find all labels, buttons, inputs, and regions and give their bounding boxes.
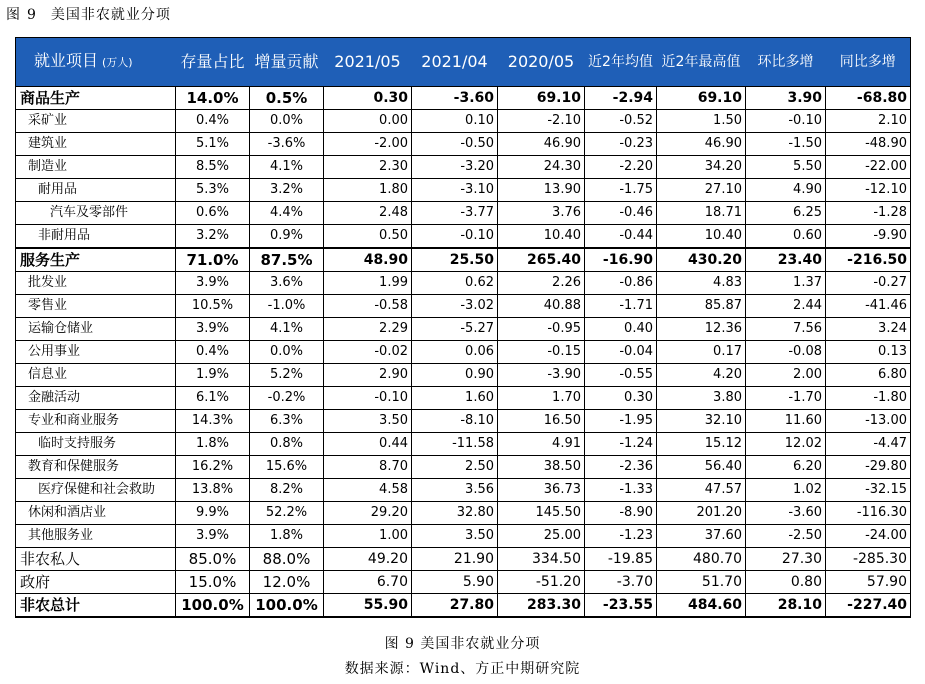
table-cell: -0.86 (585, 272, 657, 295)
table-cell: -1.80 (826, 387, 911, 410)
table-cell: 27.10 (657, 179, 746, 202)
table-cell: 0.0% (250, 110, 324, 133)
data-source: 数据来源：Wind、方正中期研究院 (344, 661, 581, 677)
table-cell: 0.0% (250, 341, 324, 364)
table-row (16, 525, 911, 548)
table-cell: -0.02 (324, 341, 412, 364)
table-cell: 0.06 (412, 341, 498, 364)
table-row (16, 110, 911, 133)
table-cell: -0.50 (412, 133, 498, 156)
table-cell: 15.12 (657, 433, 746, 456)
table-cell: 47.57 (657, 479, 746, 502)
table-row (16, 479, 911, 502)
table-cell: 1.8% (250, 525, 324, 548)
row-label: 运输仓储业 (16, 318, 176, 341)
table-cell: 27.30 (746, 548, 826, 571)
table-cell: 3.9% (176, 318, 250, 341)
table-cell: 3.90 (746, 87, 826, 110)
table-cell: 5.3% (176, 179, 250, 202)
table-cell: 0.80 (746, 571, 826, 594)
table-cell: -9.90 (826, 225, 911, 249)
table-cell: 8.2% (250, 479, 324, 502)
table-cell: -3.70 (585, 571, 657, 594)
table-cell: -2.00 (324, 133, 412, 156)
table-cell: 1.80 (324, 179, 412, 202)
table-cell: -23.55 (585, 594, 657, 618)
table-cell: 4.1% (250, 156, 324, 179)
table-cell: 0.40 (585, 318, 657, 341)
table-cell: -1.33 (585, 479, 657, 502)
header-row (16, 38, 911, 87)
table-cell: -3.60 (412, 87, 498, 110)
table-cell: -1.75 (585, 179, 657, 202)
figure-caption: 图 9 美国非农就业分项 (384, 636, 541, 652)
table-cell: 201.20 (657, 502, 746, 525)
table-cell: 14.0% (176, 87, 250, 110)
table-cell: -0.44 (585, 225, 657, 249)
table-cell: 2.50 (412, 456, 498, 479)
table-cell: 40.88 (498, 295, 585, 318)
table-row (16, 594, 911, 618)
table-cell: 4.20 (657, 364, 746, 387)
table-cell: 5.90 (412, 571, 498, 594)
table-cell: -227.40 (826, 594, 911, 618)
table-cell: -3.10 (412, 179, 498, 202)
table-cell: 0.60 (746, 225, 826, 249)
figure-number: 9 (27, 7, 37, 23)
table-cell: -3.6% (250, 133, 324, 156)
table-cell: 10.40 (657, 225, 746, 249)
row-label: 批发业 (16, 272, 176, 295)
table-cell: 1.8% (176, 433, 250, 456)
table-cell: 69.10 (498, 87, 585, 110)
table-cell: 8.5% (176, 156, 250, 179)
table-cell: 3.50 (324, 410, 412, 433)
table-row (16, 410, 911, 433)
figure-heading (6, 4, 171, 24)
table-cell: 3.2% (250, 179, 324, 202)
table-cell: 100.0% (176, 594, 250, 618)
table-cell: 283.30 (498, 594, 585, 618)
row-label: 汽车及零部件 (16, 202, 176, 225)
table-cell: 10.40 (498, 225, 585, 249)
table-cell: 6.25 (746, 202, 826, 225)
table-cell: 36.73 (498, 479, 585, 502)
table-cell: 1.60 (412, 387, 498, 410)
row-label: 商品生产 (16, 87, 176, 110)
table-cell: 37.60 (657, 525, 746, 548)
figure-label: 图 (6, 7, 21, 23)
header-stock-share: 存量占比 (176, 38, 250, 87)
table-cell: -0.46 (585, 202, 657, 225)
table-cell: 13.8% (176, 479, 250, 502)
table-cell: 5.2% (250, 364, 324, 387)
table-cell: -3.20 (412, 156, 498, 179)
table-cell: -0.23 (585, 133, 657, 156)
table-cell: 145.50 (498, 502, 585, 525)
table-cell: 1.00 (324, 525, 412, 548)
table-cell: 5.1% (176, 133, 250, 156)
table-cell: -1.24 (585, 433, 657, 456)
table-cell: -11.58 (412, 433, 498, 456)
table-cell: 0.62 (412, 272, 498, 295)
table-cell: -19.85 (585, 548, 657, 571)
table-cell: 0.30 (585, 387, 657, 410)
table-row (16, 202, 911, 225)
table-cell: -0.15 (498, 341, 585, 364)
table-cell: 1.99 (324, 272, 412, 295)
row-label: 采矿业 (16, 110, 176, 133)
table-cell: 57.90 (826, 571, 911, 594)
table-cell: 0.6% (176, 202, 250, 225)
header-max-2y: 近2年最高值 (657, 38, 746, 87)
header-2021-04: 2021/04 (412, 38, 498, 87)
table-cell: 0.17 (657, 341, 746, 364)
table-cell: 0.00 (324, 110, 412, 133)
table-cell: -2.20 (585, 156, 657, 179)
table-cell: 2.10 (826, 110, 911, 133)
table-cell: 29.20 (324, 502, 412, 525)
employment-table (15, 37, 911, 618)
table-row (16, 156, 911, 179)
table-cell: 6.3% (250, 410, 324, 433)
table-cell: 88.0% (250, 548, 324, 571)
table-cell: 71.0% (176, 248, 250, 272)
table-cell: -1.70 (746, 387, 826, 410)
table-cell: -0.08 (746, 341, 826, 364)
table-cell: 9.9% (176, 502, 250, 525)
table-cell: 4.83 (657, 272, 746, 295)
table-cell: 52.2% (250, 502, 324, 525)
table-cell: 14.3% (176, 410, 250, 433)
table-cell: 5.50 (746, 156, 826, 179)
table-cell: -3.90 (498, 364, 585, 387)
table-row (16, 571, 911, 594)
table-cell: -68.80 (826, 87, 911, 110)
table-cell: 23.40 (746, 248, 826, 272)
table-cell: 334.50 (498, 548, 585, 571)
table-cell: -285.30 (826, 548, 911, 571)
row-label: 非农总计 (16, 594, 176, 618)
table-cell: 51.70 (657, 571, 746, 594)
table-cell: 100.0% (250, 594, 324, 618)
table-cell: 15.0% (176, 571, 250, 594)
table-cell: -2.36 (585, 456, 657, 479)
table-cell: 34.20 (657, 156, 746, 179)
table-cell: 3.24 (826, 318, 911, 341)
table-cell: 0.90 (412, 364, 498, 387)
row-label: 政府 (16, 571, 176, 594)
table-cell: -13.00 (826, 410, 911, 433)
header-mom: 环比多增 (746, 38, 826, 87)
row-label: 信息业 (16, 364, 176, 387)
table-cell: -3.02 (412, 295, 498, 318)
row-label: 非农私人 (16, 548, 176, 571)
table-cell: 2.29 (324, 318, 412, 341)
table-cell: 484.60 (657, 594, 746, 618)
table-cell: 15.6% (250, 456, 324, 479)
table-row (16, 456, 911, 479)
table-cell: 0.50 (324, 225, 412, 249)
row-label: 休闲和酒店业 (16, 502, 176, 525)
table-cell: 0.30 (324, 87, 412, 110)
table-cell: 2.00 (746, 364, 826, 387)
row-label: 临时支持服务 (16, 433, 176, 456)
table-cell: 0.4% (176, 341, 250, 364)
table-cell: 46.90 (657, 133, 746, 156)
table-cell: 6.80 (826, 364, 911, 387)
table-cell: 12.0% (250, 571, 324, 594)
table-cell: 16.2% (176, 456, 250, 479)
table-cell: 48.90 (324, 248, 412, 272)
table-cell: 3.9% (176, 272, 250, 295)
header-unit: (万人) (102, 56, 133, 69)
table-row (16, 548, 911, 571)
table-cell: -8.10 (412, 410, 498, 433)
table-cell: 3.50 (412, 525, 498, 548)
row-label: 非耐用品 (16, 225, 176, 249)
table-cell: 1.50 (657, 110, 746, 133)
table-cell: -8.90 (585, 502, 657, 525)
figure-title: 美国非农就业分项 (50, 7, 171, 23)
table-cell: -1.71 (585, 295, 657, 318)
row-label: 专业和商业服务 (16, 410, 176, 433)
table-cell: 4.4% (250, 202, 324, 225)
table-cell: 13.90 (498, 179, 585, 202)
table-cell: -2.10 (498, 110, 585, 133)
row-label: 公用事业 (16, 341, 176, 364)
table-cell: -4.47 (826, 433, 911, 456)
table-cell: 49.20 (324, 548, 412, 571)
table-cell: 6.20 (746, 456, 826, 479)
table-cell: -51.20 (498, 571, 585, 594)
table-row (16, 272, 911, 295)
table-cell: -0.95 (498, 318, 585, 341)
table-cell: 32.80 (412, 502, 498, 525)
table-cell: 25.50 (412, 248, 498, 272)
table-cell: -116.30 (826, 502, 911, 525)
row-label: 教育和保健服务 (16, 456, 176, 479)
row-label: 其他服务业 (16, 525, 176, 548)
table-cell: 0.44 (324, 433, 412, 456)
table-cell: -3.77 (412, 202, 498, 225)
header-2021-05: 2021/05 (324, 38, 412, 87)
table-cell: 32.10 (657, 410, 746, 433)
table-cell: 3.2% (176, 225, 250, 249)
table-row (16, 387, 911, 410)
table-cell: 27.80 (412, 594, 498, 618)
table-cell: 2.48 (324, 202, 412, 225)
table-cell: 430.20 (657, 248, 746, 272)
table-cell: 480.70 (657, 548, 746, 571)
table-cell: -1.95 (585, 410, 657, 433)
row-label: 金融活动 (16, 387, 176, 410)
table-cell: 2.26 (498, 272, 585, 295)
table-cell: 7.56 (746, 318, 826, 341)
header-2020-05: 2020/05 (498, 38, 585, 87)
table-cell: 0.9% (250, 225, 324, 249)
table-cell: -48.90 (826, 133, 911, 156)
table-cell: -2.50 (746, 525, 826, 548)
table-cell: 265.40 (498, 248, 585, 272)
table-cell: -0.04 (585, 341, 657, 364)
table-cell: 38.50 (498, 456, 585, 479)
table-cell: 69.10 (657, 87, 746, 110)
table-cell: 8.70 (324, 456, 412, 479)
table-row (16, 341, 911, 364)
table-cell: -2.94 (585, 87, 657, 110)
header-increment-contrib: 增量贡献 (250, 38, 324, 87)
table-cell: 0.5% (250, 87, 324, 110)
table-cell: 2.30 (324, 156, 412, 179)
table-cell: 1.02 (746, 479, 826, 502)
table-cell: 12.02 (746, 433, 826, 456)
table-row (16, 179, 911, 202)
table-row (16, 225, 911, 249)
table-cell: -12.10 (826, 179, 911, 202)
header-yoy: 同比多增 (826, 38, 911, 87)
table-cell: -1.50 (746, 133, 826, 156)
table-cell: 11.60 (746, 410, 826, 433)
table-cell: 6.1% (176, 387, 250, 410)
row-label: 零售业 (16, 295, 176, 318)
table-cell: 6.70 (324, 571, 412, 594)
table-cell: 3.56 (412, 479, 498, 502)
table-row (16, 502, 911, 525)
table-cell: 3.76 (498, 202, 585, 225)
table-cell: 3.80 (657, 387, 746, 410)
table-cell: 85.0% (176, 548, 250, 571)
table-cell: -16.90 (585, 248, 657, 272)
row-label: 耐用品 (16, 179, 176, 202)
table-cell: 21.90 (412, 548, 498, 571)
table-cell: -0.2% (250, 387, 324, 410)
table-cell: -5.27 (412, 318, 498, 341)
table-cell: 12.36 (657, 318, 746, 341)
table-cell: 3.6% (250, 272, 324, 295)
table-cell: -0.10 (746, 110, 826, 133)
table-cell: 0.13 (826, 341, 911, 364)
table-cell: 2.90 (324, 364, 412, 387)
table-cell: 87.5% (250, 248, 324, 272)
table-cell: 4.90 (746, 179, 826, 202)
table-cell: -0.58 (324, 295, 412, 318)
table-cell: -0.27 (826, 272, 911, 295)
table-cell: -32.15 (826, 479, 911, 502)
table-cell: -24.00 (826, 525, 911, 548)
table-cell: 4.1% (250, 318, 324, 341)
table-cell: 18.71 (657, 202, 746, 225)
table-cell: -1.23 (585, 525, 657, 548)
table-cell: 4.58 (324, 479, 412, 502)
table-cell: 16.50 (498, 410, 585, 433)
row-label: 制造业 (16, 156, 176, 179)
table-cell: -0.10 (324, 387, 412, 410)
table-cell: 85.87 (657, 295, 746, 318)
table-cell: 3.9% (176, 525, 250, 548)
table-row (16, 433, 911, 456)
row-label: 服务生产 (16, 248, 176, 272)
header-avg-2y: 近2年均值 (585, 38, 657, 87)
table-cell: 25.00 (498, 525, 585, 548)
row-label: 医疗保健和社会救助 (16, 479, 176, 502)
table-row (16, 318, 911, 341)
table-cell: 10.5% (176, 295, 250, 318)
table-cell: 1.9% (176, 364, 250, 387)
row-label: 建筑业 (16, 133, 176, 156)
table-cell: -0.55 (585, 364, 657, 387)
table-cell: -216.50 (826, 248, 911, 272)
table-cell: -1.28 (826, 202, 911, 225)
table-cell: 56.40 (657, 456, 746, 479)
table-row (16, 133, 911, 156)
table-row (16, 248, 911, 272)
header-item: 就业项目 (万人) (16, 38, 176, 87)
table-cell: 0.8% (250, 433, 324, 456)
table-row (16, 87, 911, 110)
table-cell: 1.37 (746, 272, 826, 295)
table-cell: -22.00 (826, 156, 911, 179)
table-cell: -3.60 (746, 502, 826, 525)
table-cell: 0.10 (412, 110, 498, 133)
table-row (16, 364, 911, 387)
table-cell: 2.44 (746, 295, 826, 318)
table-cell: 24.30 (498, 156, 585, 179)
table-cell: -0.10 (412, 225, 498, 249)
table-cell: 0.4% (176, 110, 250, 133)
table-cell: 4.91 (498, 433, 585, 456)
table-cell: 1.70 (498, 387, 585, 410)
table-cell: 28.10 (746, 594, 826, 618)
table-cell: 46.90 (498, 133, 585, 156)
table-cell: -1.0% (250, 295, 324, 318)
table-cell: -29.80 (826, 456, 911, 479)
table-cell: -0.52 (585, 110, 657, 133)
table-cell: 55.90 (324, 594, 412, 618)
table-cell: -41.46 (826, 295, 911, 318)
table-row (16, 295, 911, 318)
